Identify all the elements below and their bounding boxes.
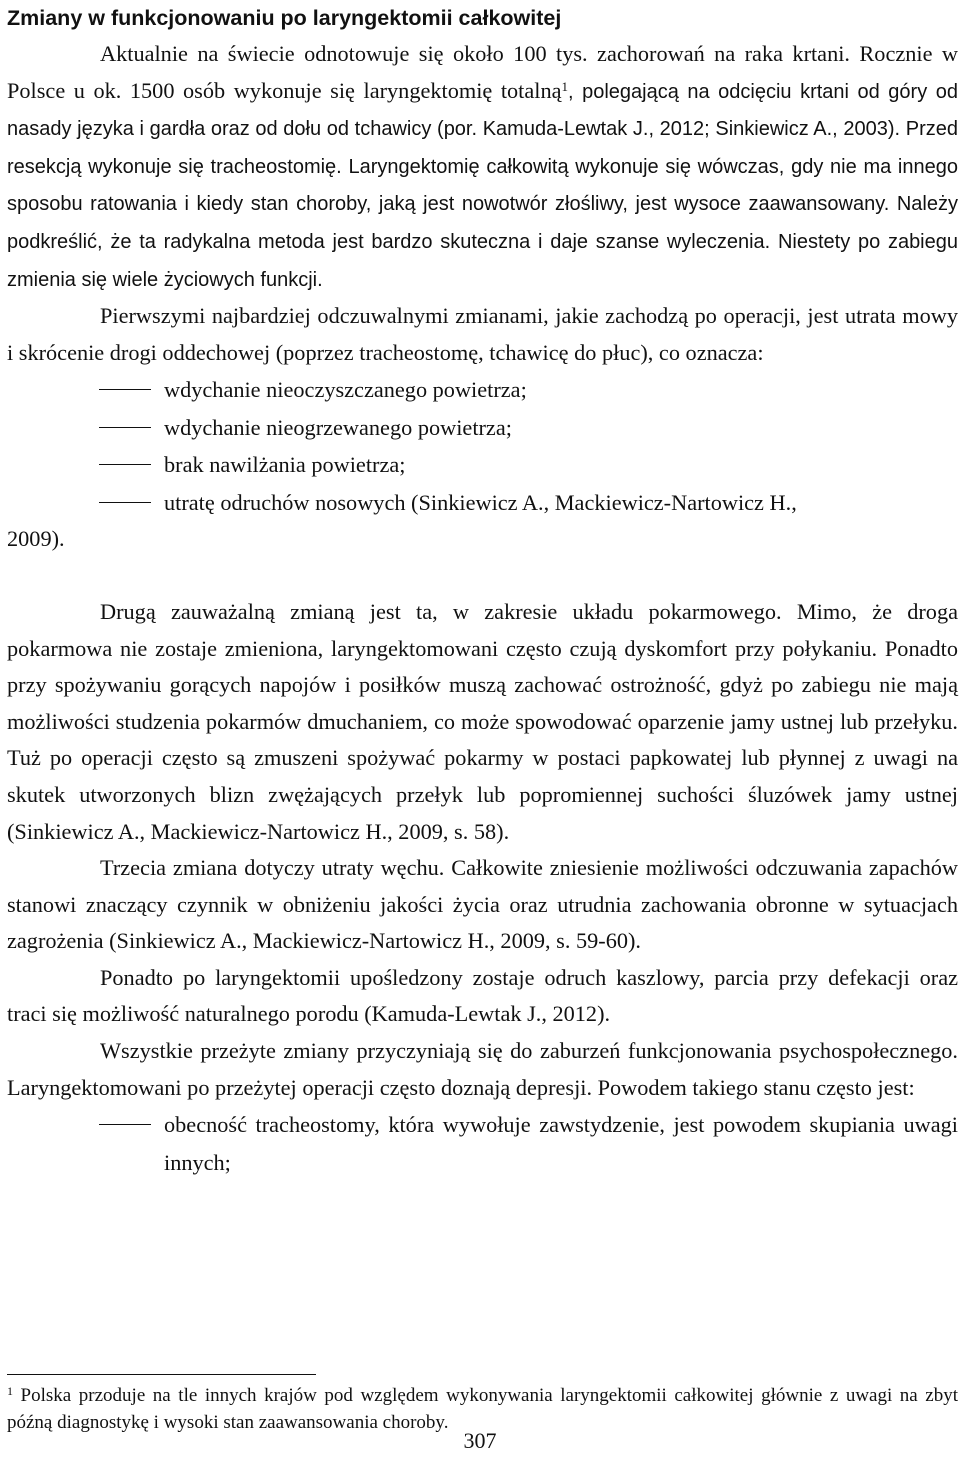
depression-causes-list bbox=[7, 1106, 958, 1181]
paragraph-intro bbox=[7, 36, 958, 298]
footnote-mark: 1 bbox=[7, 1384, 13, 1398]
footnote-text: Polska przoduje na tle innych krajów pod względem wykonywania laryngektomii całkowitej głównie z uwagi na zbyt późną diagnostykę i wysoki stan zaawansowania choroby. bbox=[7, 1385, 958, 1433]
breathing-changes-list bbox=[7, 371, 958, 521]
dash-bullet bbox=[99, 502, 151, 503]
paragraph-reflexes: Ponadto po laryngektomii upośledzony zostaje odruch kaszlowy, parcia przy defekacji oraz traci się możliwość naturalnego porodu (Kamuda-Lewtak J., 2012). bbox=[7, 964, 958, 1027]
paragraph-intro-part-a: Aktualnie na świecie odnotowuje się około 100 tys. zachorowań na raka krtani. Rocznie w Polsce u ok. 1500 osób wykonuje się laryngektomię totalną bbox=[7, 41, 958, 103]
dash-bullet bbox=[99, 427, 151, 428]
dash-bullet bbox=[99, 464, 151, 465]
list-continuation: 2009). bbox=[7, 526, 65, 552]
list-item: wdychanie nieoczyszczanego powietrza; bbox=[7, 371, 958, 409]
paragraph-intro-part-b: , polegającą na odcięciu krtani od góry od nasady języka i gardła oraz od dołu od tchawicy (por. Kamuda-Lewtak J., 2012; Sinkiewicz A., 2003). Przed resekcją wykonuje się tracheostomię. Laryngektomię całkowitą wykonuje się wówczas, gdy nie ma innego sposobu ratowania i kiedy stan choroby, jaką jest nowotwór złośliwy, jest wysoce zaawansowany. Należy podkreślić, że ta radykalna metoda jest bardzo skuteczna i daje szanse wyleczenia. Niestety po zabiegu zmienia się wiele życiowych funkcji. bbox=[7, 80, 958, 291]
list-item: obecność tracheostomy, która wywołuje zawstydzenie, jest powodem skupiania uwagi innych; bbox=[7, 1106, 958, 1181]
paragraph-digestive: Drugą zauważalną zmianą jest ta, w zakresie układu pokarmowego. Mimo, że droga pokarmowa nie zostaje zmieniona, laryngektomowani często czują dyskomfort przy połykaniu. Ponadto przy spożywaniu gorących napojów i posiłków muszą zachować ostrożność, gdyż po zabiegu nie mają możliwości studzenia pokarmów dmuchaniem, co może spowodować oparzenie jamy ustnej lub przełyku. Tuż po operacji często są zmuszeni spożywać pokarmy w postaci papkowatej lub płynnej z uwagi na skutek utworzonych blizn zwężających przełyk lub popromiennej suchości śluzówek jamy ustnej (Sinkiewicz A., Mackiewicz-Nartowicz H., 2009, s. 58). bbox=[7, 598, 958, 844]
footnote-reference: 1 bbox=[561, 78, 569, 94]
page-number: 307 bbox=[463, 1428, 497, 1453]
paragraph-psychosocial: Wszystkie przeżyte zmiany przyczyniają się do zaburzeń funkcjonowania psychospołecznego. Laryngektomowani po przeżytej operacji często doznają depresji. Powodem takiego stanu często jest: bbox=[7, 1038, 958, 1100]
dash-bullet bbox=[99, 389, 151, 390]
paragraph-first-changes: Pierwszymi najbardziej odczuwalnymi zmianami, jakie zachodzą po operacji, jest utrata mowy i skrócenie drogi oddechowej (poprzez tracheostomę, tchawicę do płuc), co oznacza: bbox=[7, 303, 958, 365]
footnote-separator bbox=[7, 1374, 316, 1375]
list-item: brak nawilżania powietrza; bbox=[7, 446, 958, 484]
list-item: utratę odruchów nosowych (Sinkiewicz A., Mackiewicz-Nartowicz H., bbox=[7, 484, 958, 522]
paragraph-smell: Trzecia zmiana dotyczy utraty węchu. Całkowite zniesienie możliwości odczuwania zapachów stanowi znaczący czynnik w obniżeniu jakości życia oraz utrudnia zachowania obronne w sytuacjach zagrożenia (Sinkiewicz A., Mackiewicz-Nartowicz H., 2009, s. 59-60). bbox=[7, 855, 958, 954]
list-item: wdychanie nieogrzewanego powietrza; bbox=[7, 409, 958, 447]
document-page bbox=[7, 0, 958, 1181]
spacer bbox=[7, 558, 958, 594]
section-heading: Zmiany w funkcjonowaniu po laryngektomii całkowitej bbox=[7, 6, 562, 30]
dash-bullet bbox=[99, 1124, 151, 1125]
